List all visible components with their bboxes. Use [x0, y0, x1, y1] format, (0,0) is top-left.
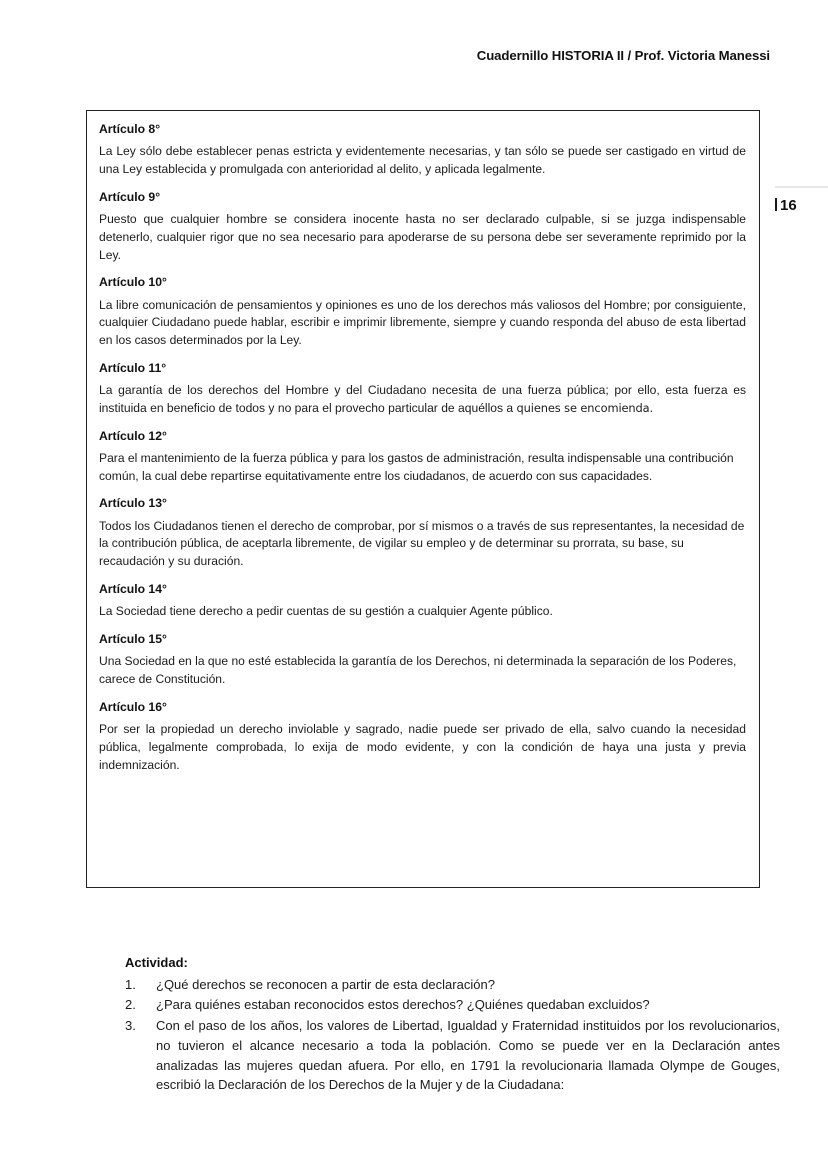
- page-number-marker: [775, 186, 828, 214]
- vertical-bar-icon: [775, 198, 777, 211]
- activity-item: [125, 1016, 780, 1095]
- activity-item-text: ¿Qué derechos se reconocen a partir de esta declaración?: [156, 976, 495, 992]
- article-heading: Artículo 15°: [99, 632, 167, 646]
- page-number: 16: [780, 197, 797, 214]
- marker-content: [775, 197, 828, 214]
- article-body: Puesto que cualquier hombre se considera inocente hasta no ser declarado culpable, si se juzga indispensable detenerlo, cualquier rigor que no sea necesario para apoderarse de su persona debe ser severamente reprimido por la Ley.: [99, 212, 746, 262]
- article-box: [86, 110, 760, 888]
- article-body: La Ley sólo debe establecer penas estricta y evidentemente necesarias, y tan sólo se puede ser castigado en virtud de una Ley establecida y promulgada con anterioridad al delito, y aplicada legalmente.: [99, 144, 746, 177]
- marker-divider: [775, 186, 828, 188]
- activity-section: [125, 953, 780, 1096]
- activity-item-text: Con el paso de los años, los valores de Libertad, Igualdad y Fraternidad instituidos por los revolucionarios, no tuvieron el alcance necesario a toda la población. Como se puede ver en la Declaración antes analizadas las mujeres quedan afuera. Por ello, en 1791 la revolucionaria llamada Olympe de Gouges, escribió la Declaración de los Derechos de la Mujer y de la Ciudadana:: [156, 1018, 780, 1093]
- activity-item: [125, 975, 780, 995]
- article-heading: Artículo 16°: [99, 699, 167, 714]
- article-heading: Artículo 10°: [99, 275, 167, 290]
- header-title: Cuadernillo HISTORIA II / Prof. Victoria Manessi: [476, 48, 770, 63]
- article-heading: Artículo 11°: [99, 360, 167, 375]
- article-body: La libre comunicación de pensamientos y opiniones es uno de los derechos más valiosos del Hombre; por consiguiente, cualquier Ciudadano puede hablar, escribir e imprimir libremente, siempre y cuando responda del abuso de esta libertad en los casos determinados por la Ley.: [99, 297, 746, 348]
- page-header: [60, 48, 770, 63]
- article-heading: Artículo 8°: [99, 122, 161, 136]
- activity-item: [125, 995, 780, 1015]
- article-body: Por ser la propiedad un derecho inviolable y sagrado, nadie puede ser privado de ella, salvo cuando la necesidad pública, legalmente comprobada, lo exija de modo evidente, y con la condición de haya una justa y previa indemnización.: [99, 722, 746, 772]
- article-body: Para el mantenimiento de la fuerza pública y para los gastos de administración, resulta indispensable una contribución común, la cual debe repartirse equitativamente entre los ciudadanos, de acuerdo con sus capacidades.: [99, 450, 734, 483]
- activity-title: Actividad:: [125, 955, 188, 970]
- article-body: Una Sociedad en la que no esté establecida la garantía de los Derechos, ni determinada la separación de los Poderes, carece de Constitución.: [99, 654, 737, 687]
- activity-item-number: 3.: [125, 1018, 136, 1033]
- activity-item-text: ¿Para quiénes estaban reconocidos estos derechos? ¿Quiénes quedaban excluidos?: [156, 997, 650, 1013]
- article-body-text-alt: quienes se encomienda.: [516, 400, 654, 415]
- article-body: Todos los Ciudadanos tienen el derecho de comprobar, por sí mismos o a través de sus representantes, la necesidad de la contribución pública, de aceptarla libremente, de vigilar su empleo y de determinar su prorrata, su base, su recaudación y su duración.: [99, 518, 745, 569]
- article-heading: Artículo 14°: [99, 581, 167, 596]
- article-body: La Sociedad tiene derecho a pedir cuentas de su gestión a cualquier Agente público.: [99, 604, 553, 619]
- article-body-text: La garantía de los derechos del Hombre y del Ciudadano necesita de una fuerza pública; por ello, esta fuerza es instituida en beneficio de todos y no para el provecho particular de aquéllos a: [99, 383, 746, 415]
- article-heading: Artículo 9°: [99, 189, 161, 204]
- activity-list: [125, 975, 780, 1096]
- article-heading: Artículo 13°: [99, 496, 167, 511]
- article-body: [99, 382, 746, 418]
- activity-item-number: 1.: [125, 976, 136, 992]
- article-heading: Artículo 12°: [99, 428, 167, 443]
- activity-item-number: 2.: [125, 997, 136, 1013]
